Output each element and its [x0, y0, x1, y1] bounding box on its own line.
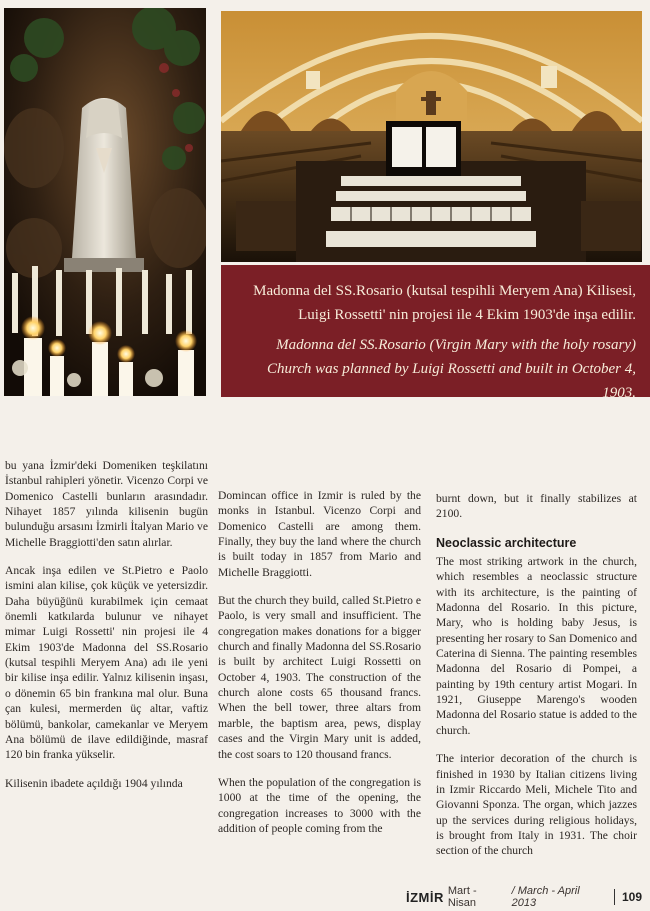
section-heading: Neoclassic architecture: [436, 535, 577, 550]
madonna-statue-image: [4, 8, 206, 396]
paragraph: Domincan office in Izmir is ruled by the monks in Istanbul. Vicenzo Corpi and Domenico Castelli are among them. Finally, they buy the land where the church is built today in 1857 from Mario and Michelle Braggiotti.: [218, 489, 421, 579]
column-english-2: [436, 491, 637, 872]
column-turkish: [5, 458, 208, 804]
photo-madonna-statue: [4, 8, 206, 396]
footer-divider: [614, 889, 615, 905]
paragraph: When the population of the congregation is 1000 at the time of the opening, the congregation increases to 3000 with the addition of people coming from the: [218, 775, 421, 835]
caption-english-line2: Church was planned by Luigi Rossetti and built in October 4, 1903.: [266, 361, 636, 401]
caption-english-line1: Madonna del SS.Rosario (Virgin Mary with the holy rosary): [276, 337, 636, 353]
paragraph: The interior decoration of the church is finished in 1930 by Italian citizens living in Izmir Riccardo Meli, Michele Tito and Giovanni Sponza. The organ, which jazzes up the services during religious holidays, is brought from Italy in 1931. The choir section of the church: [436, 752, 637, 858]
paragraph: bu yana İzmir'deki Domeniken teşkilatını İstanbul rahipleri yönetir. Vicenzo Corpi ve Domenico Castelli bunların arasındadır. Nihayet 1857 yılında kilisenin bugün bulunduğu arsasını İzmirli İtalyan Mario ve Michelle Braggiotti'den satın alırlar.: [5, 459, 208, 549]
magazine-logo: İZMİR: [406, 889, 444, 905]
issue-label-english: / March - April 2013: [511, 885, 580, 909]
paragraph: The most striking artwork in the church, which resembles a neoclassic structure with its architecture, is the painting of Madonna del Rosario. In this picture, Mary, who is holding baby Jesus, is presenting her rosary to San Domenico and Caterina di Sienna. The painting resembles Madonna del Rosario di Pompei, a painting by 19th century artist Mogari. In 1921, Giuseppe Marengo's wooden Madonna del Rosario statue is added to the church.: [436, 555, 637, 737]
page-footer: [406, 885, 642, 909]
paragraph: burnt down, but it finally stabilizes at 2100.: [436, 492, 637, 521]
paragraph: Ancak inşa edilen ve St.Pietro e Paolo ismini alan kilise, çok küçük ve yetersizdir. Daha büyüğünü kurabilmek için cemaat önemli katkılarda bulunur ve nihayet mimar Luigi Rossetti' nin projesi ile 4 Ekim 1903'de Madonna del SS.Rosario (kutsal tespihli Meryem Ana) adı ile yeni bir kilise inşa edilir. Yalnız kilisenin inşası, o dönemin 65 bin frankına mal olur. Buna çan kulesi, mermerden üç altar, vaftiz bölümü, bankolar, camekanlar ve Meryem Ana bölümü de ilave edildiğinde, masraf 120 bin franka yükselir.: [5, 564, 208, 762]
photo-church-interior: [221, 11, 642, 262]
caption-turkish-line1: Madonna del SS.Rosario (kutsal tespihli Meryem Ana) Kilisesi,: [253, 283, 636, 299]
column-english-1: [218, 488, 421, 849]
church-organ-image: [221, 11, 642, 262]
photo-caption: [221, 265, 650, 401]
paragraph: But the church they build, called St.Pietro e Paolo, is very small and insufficient. The congregation makes donations for a bigger church and finally Madonna del SS.Rosario is built by architect Luigi Rossetti on October 4, 1903. The construction of the church alone costs 65 thousand francs. When the bell tower, three altars from marble, the baptism area, pews, display cases and the Virgin Mary unit is added, the cost soars to 120 thousand francs.: [218, 594, 421, 761]
paragraph: Kilisenin ibadete açıldığı 1904 yılında: [5, 776, 183, 790]
caption-turkish-line2: Luigi Rossetti' nin projesi ile 4 Ekim 1903'de inşa edilir.: [298, 307, 636, 323]
issue-label-turkish: Mart - Nisan: [447, 885, 477, 909]
page-number: 109: [621, 890, 642, 904]
